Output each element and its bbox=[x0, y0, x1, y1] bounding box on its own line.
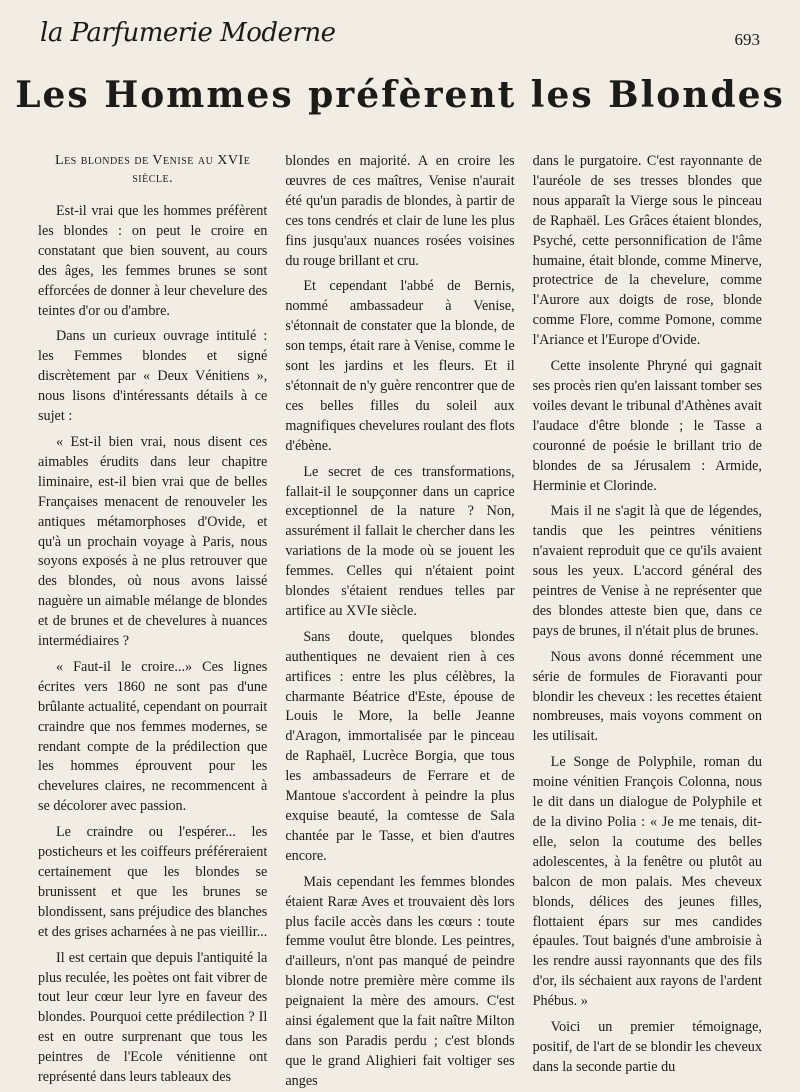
paragraph: « Faut-il le croire...» Ces lignes écrites vers 1860 ne sont pas d'une brûlante actualité, cependant on pourrait craindre que nos femmes modernes, se rendant compte de la prédilection que les hommes éprouvent pour les chevelures claires, ne recommencent à se décolorer avec passion. bbox=[38, 658, 268, 815]
paragraph: Est-il vrai que les hommes préfèrent les blondes : on peut le croire en constatant que bien souvent, au cours des âges, les femmes brunes se sont efforcées de donner à leur chevelure des teintes d'or ou d'ambre. bbox=[38, 203, 268, 319]
article-title: Les Hommes préfèrent les Blondes bbox=[15, 74, 785, 116]
paragraph: Mais il ne s'agit là que de légendes, tandis que les peintres vénitiens n'avaient reproduit que ce qu'ils avaient sous les yeux. L'accord général des peintres de Venise à ne représenter que des blondes atteste bien que, dans ce pays de brunes, il n'était plus de brunes. bbox=[532, 503, 762, 639]
paragraph: Nous avons donné récemment une série de formules de Fioravanti pour blondir les cheveux : les recettes étaient nombreuses, mais voyons comment on les utilisait. bbox=[532, 648, 762, 745]
column-2 bbox=[285, 152, 515, 1089]
paragraph: « Est-il bien vrai, nous disent ces aimables érudits dans leur chapitre liminaire, est-il bien vrai que de belles Françaises menacent de renouveler les antiques métamorphoses d'Ovide, et qu'à un prochain voyage à Paris, nous soyons exposés à ne plus retrouver que des blondes, où nous avons laissé naguère un aimable mélange de blondes et de brunes et de chevelures à nuances intermédiaires ? bbox=[38, 433, 268, 650]
paragraph: Le craindre ou l'espérer... les posticheurs et les coiffeurs préféreraient certainement que les blondes se brunissent et que les brunes se blondissent, sans préjudice des blanches et des grises acharnées à ne pas vieillir... bbox=[38, 824, 268, 940]
paragraph: Le Songe de Polyphile, roman du moine vénitien François Colonna, nous le dit dans un dialogue de Polyphile et de la divino Polia : « Je me tenais, dit-elle, selon la coutume des belles adolescentes, à la fenêtre ou plutôt au balcon de mon palais. Mes cheveux blonds, délices des jeunes filles, flottaient épars sur mes candides épaules. Tout baignés d'une ambroisie à les rendre aussi rayonnants que des fils d'or, ils séchaient aux rayons de l'ardent Phébus. » bbox=[532, 754, 762, 1010]
paragraph: Dans un curieux ouvrage intitulé : les Femmes blondes et signé discrètement par « Deux Vénitiens », nous lisons d'intéressants détails à ce sujet : bbox=[38, 328, 268, 425]
column-1 bbox=[38, 152, 268, 1086]
paragraph: dans le purgatoire. C'est rayonnante de l'auréole de ses tresses blondes que nous apparaît la Vierge sous le pinceau de Raphaël. Les Grâces étaient blondes, Psyché, cette personnification de l'âme humaine, était blonde, comme Minerve, protectrice de la chevelure, comme l'Aurore aux doigts de rose, blonde comme Flore, comme Pomone, comme l'Ariance et l'Europe d'Ovide. bbox=[532, 153, 762, 349]
paragraph: Mais cependant les femmes blondes étaient Raræ Aves et trouvaient dès lors plus facile accès dans les cœurs : toute femme voulut être blonde. Les peintres, d'ailleurs, n'ont pas manqué de peindre blonde notre première mère comme ils peignaient la mère des amours. C'est ainsi également que la fait naître Milton dans son Paradis perdu ; c'est blonds que le grand Alighieri fait voltiger ses anges bbox=[285, 873, 515, 1089]
paragraph: Il est certain que depuis l'antiquité la plus reculée, les poètes ont fait vibrer de tout leur cœur leur lyre en faveur des blondes. Pourquoi cette prédilection ? Il est en outre surprenant que tous les peintres de l'Ecole vénitienne ont représenté dans leurs tableaux des bbox=[38, 949, 268, 1086]
paragraph: Sans doute, quelques blondes authentiques ne devaient rien à ces artifices : entre les plus célèbres, la charmante Béatrice d'Este, épouse de Louis le More, la belle Jeanne d'Aragon, immortalisée par le pinceau de Raphaël, Lucrèce Borgia, que tous les ambassadeurs de Ferrare et de Mantoue s'accordent à peindre la plus exquise beauté, la comtesse de Sala chantée par le Tasse, et bien d'autres encore. bbox=[285, 628, 515, 864]
article-body bbox=[38, 152, 762, 1089]
paragraph: blondes en majorité. A en croire les œuvres de ces maîtres, Venise n'aurait été qu'un paradis de blondes, à partir de ces tons cendrés et clair de lune les plus fins jusqu'aux nuances rosées voisines du rouge brillant et cru. bbox=[285, 153, 515, 269]
page-number: 693 bbox=[734, 30, 760, 49]
paragraph: Le secret de ces transformations, fallait-il le soupçonner dans un caprice exceptionnel de la nature ? Non, assurément il fallait le chercher dans les variations de la mode où se jouent les femmes. Celles qui n'étaient point blondes s'étaient rendues telles par artifice au XVIe siècle. bbox=[285, 463, 515, 619]
article-subheading: Les blondes de Venise au XVIe siècle. bbox=[55, 153, 251, 186]
paragraph: Voici un premier témoignage, positif, de l'art de se blondir les cheveux dans la seconde partie du bbox=[532, 1019, 762, 1075]
paragraph: Et cependant l'abbé de Bernis, nommé ambassadeur à Venise, s'étonnait de constater que la blonde, de son temps, était rare à Venise, comme le sont les jardins et les fleurs. Et il s'étonnait de n'y guère rencontrer que de ces belles filles du soleil aux magnifiques chevelures roulant des flots d'ébène. bbox=[285, 278, 515, 454]
column-3 bbox=[532, 152, 762, 1075]
paragraph: Cette insolente Phryné qui gagnait ses procès rien qu'en laissant tomber ses voiles devant le tribunal d'Athènes avait l'audace d'être blonde ; le Tasse a couronné de poésie le brillant trio de blondes de sa Jérusalem : Armide, Herminie et Clorinde. bbox=[532, 358, 762, 494]
masthead: la Parfumerie Moderne bbox=[40, 18, 336, 48]
